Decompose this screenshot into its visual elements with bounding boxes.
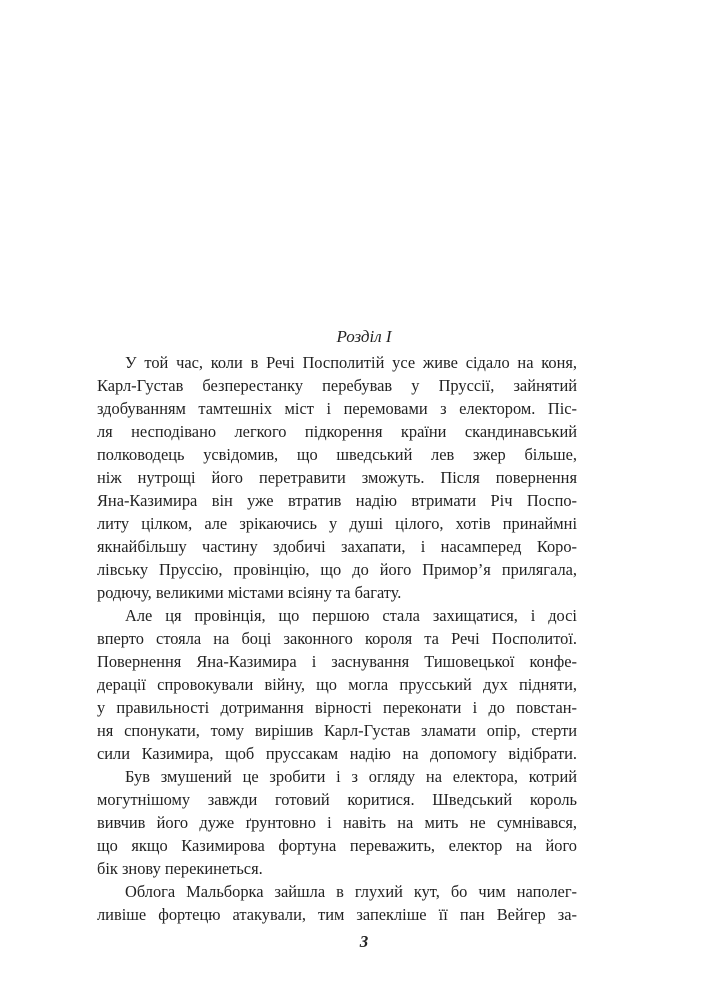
text-line: дерації спровокували війну, що могла прусський дух підняти, [97, 675, 577, 694]
text-line: ливіше фортецю атакували, тим запекліше її пан Вейгер за- [97, 905, 577, 924]
text-line: ня спонукати, тому вирішив Карл-Густав зламати опір, стерти [97, 721, 577, 740]
paragraph [97, 604, 577, 765]
body-text [97, 351, 577, 926]
text-line: литу цілком, але зрікаючись у душі цілого, хотів принаймні [97, 514, 577, 533]
paragraph [97, 880, 577, 926]
chapter-title: Розділ I [336, 327, 392, 346]
text-line: могутнішому завжди готовий коритися. Шведський король [97, 790, 577, 809]
text-line: сили Казимира, щоб пруссакам надію на допомогу відібрати. [97, 744, 577, 763]
paragraph [97, 351, 577, 604]
text-line: Облога Мальборка зайшла в глухий кут, бо чим наполег- [125, 882, 577, 901]
text-line: Але ця провінція, що першою стала захищатися, і досі [125, 606, 577, 625]
text-line: полководець усвідомив, що шведський лев зжер більше, [97, 445, 577, 464]
text-line: ля несподівано легкого підкорення країни скандинавський [97, 422, 577, 441]
text-line: вивчив його дуже ґрунтовно і навіть на мить не сумнівався, [97, 813, 577, 832]
text-line: здобуванням тамтешніх міст і перемовами з електором. Піс- [97, 399, 577, 418]
text-line: родючу, великими містами всіяну та багату. [97, 583, 402, 602]
text-line: Карл-Густав безперестанку перебував у Пруссії, зайнятий [97, 376, 577, 395]
page-number: 3 [359, 932, 369, 951]
text-line: У той час, коли в Речі Посполитій усе живе сідало на коня, [125, 353, 577, 372]
text-line: ніж нутрощі його перетравити зможуть. Після повернення [97, 468, 577, 487]
text-line: лівську Пруссію, провінцію, що до його Примор’я прилягала, [97, 560, 577, 579]
text-line: Був змушений це зробити і з огляду на електора, котрий [125, 767, 577, 786]
text-line: Повернення Яна-Казимира і заснування Тишовецької конфе- [97, 652, 577, 671]
text-line: вперто стояла на боці законного короля та Речі Посполитої. [97, 629, 577, 648]
text-line: Яна-Казимира він уже втратив надію втримати Річ Поспо- [97, 491, 577, 510]
text-line: якнайбільшу частину здобичі захапати, і насамперед Коро- [97, 537, 577, 556]
paragraph [97, 765, 577, 880]
text-line: бік знову перекинеться. [97, 859, 263, 878]
text-line: що якщо Казимирова фортуна переважить, електор на його [97, 836, 577, 855]
text-line: у правильності дотримання вірності переконати і до повстан- [97, 698, 577, 717]
